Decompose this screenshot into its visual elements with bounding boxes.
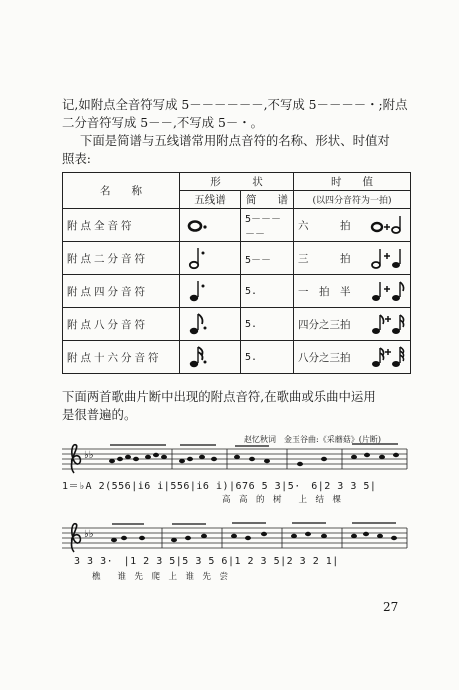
paragraph-line: 照表: <box>62 151 91 166</box>
page-number: 27 <box>383 600 399 614</box>
dotted-quarter-note-equation-icon <box>370 278 406 304</box>
paragraph-line: 是很普遍的。 <box>62 407 137 422</box>
paragraph-line: 下面两首歌曲片断中出现的附点音符,在歌曲或乐曲中运用 <box>62 389 376 404</box>
svg-text:♭♭: ♭♭ <box>84 450 94 461</box>
lyrics-line-2: 樵 谁 先 爬 上 谁 先 尝 <box>92 572 229 582</box>
dotted-sixteenth-note-equation-icon <box>370 344 406 370</box>
dotted-whole-note-icon <box>180 209 241 242</box>
duration-value: 一 拍 半 <box>298 285 351 298</box>
key-signature: 1＝♭A <box>62 481 93 492</box>
header-shape: 形 状 <box>180 173 294 191</box>
dotted-sixteenth-note-icon <box>180 341 241 374</box>
duration-value: 八分之三拍 <box>298 351 351 364</box>
note-name: 附点十六分音符 <box>63 341 180 374</box>
dotted-half-note-equation-icon <box>370 245 406 271</box>
dotted-quarter-note-icon <box>180 275 241 308</box>
music-staff-2 <box>62 520 412 554</box>
jianpu-line-2: 3 3 3· |1 2 3 5|5 3 5 6|1 2 3 5|2 3 2 1| <box>74 556 339 567</box>
table-row <box>63 209 411 242</box>
svg-text:♭♭: ♭♭ <box>84 529 94 540</box>
header-staff: 五线谱 <box>180 191 241 209</box>
table-row <box>63 308 411 341</box>
note-name: 附点二分音符 <box>63 242 180 275</box>
dotted-half-note-icon <box>180 242 241 275</box>
jianpu-notation: 5. <box>241 341 294 374</box>
duration-value: 三 拍 <box>298 252 351 265</box>
dotted-eighth-note-icon <box>180 308 241 341</box>
header-value: 时 值 <box>294 173 411 191</box>
dotted-whole-note-equation-icon <box>370 213 406 237</box>
jianpu-notation: 2(556|i6 i|556|i6 i)|676 5 3|5· 6|2 3 3 5| <box>98 481 377 492</box>
table-row <box>63 275 411 308</box>
music-staff-1 <box>62 443 412 477</box>
paragraph-line: 二分音符写成 5－－,不写成 5－・。 <box>62 115 264 130</box>
note-name: 附点全音符 <box>63 209 180 242</box>
dotted-eighth-note-equation-icon <box>370 311 406 337</box>
header-name: 名 称 <box>63 173 180 209</box>
paragraph-line: 记,如附点全音符写成 5－－－－－－,不写成 5－－－－・;附点 <box>62 97 408 112</box>
jianpu-line-1 <box>62 477 376 492</box>
paragraph-line: 下面是简谱与五线谱常用附点音符的名称、形状、时值对 <box>80 133 390 148</box>
jianpu-notation: 5－－－－－ <box>241 209 294 242</box>
note-name: 附点四分音符 <box>63 275 180 308</box>
header-unit: (以四分音符为一拍) <box>294 191 411 209</box>
table-row <box>63 341 411 374</box>
duration-value: 六 拍 <box>298 219 351 232</box>
jianpu-notation: 5. <box>241 308 294 341</box>
table-row <box>63 242 411 275</box>
jianpu-notation: 5－－ <box>241 242 294 275</box>
jianpu-notation: 5. <box>241 275 294 308</box>
lyrics-line-1: 高 高 的 树 上 结 棵 <box>222 495 342 505</box>
duration-value: 四分之三拍 <box>298 318 351 331</box>
dotted-note-table <box>62 172 411 374</box>
note-name: 附点八分音符 <box>63 308 180 341</box>
header-jianpu: 简 谱 <box>241 191 294 209</box>
song-credit: 赵忆秋词 金玉谷曲:《采蘑菇》(片断) <box>244 435 381 444</box>
